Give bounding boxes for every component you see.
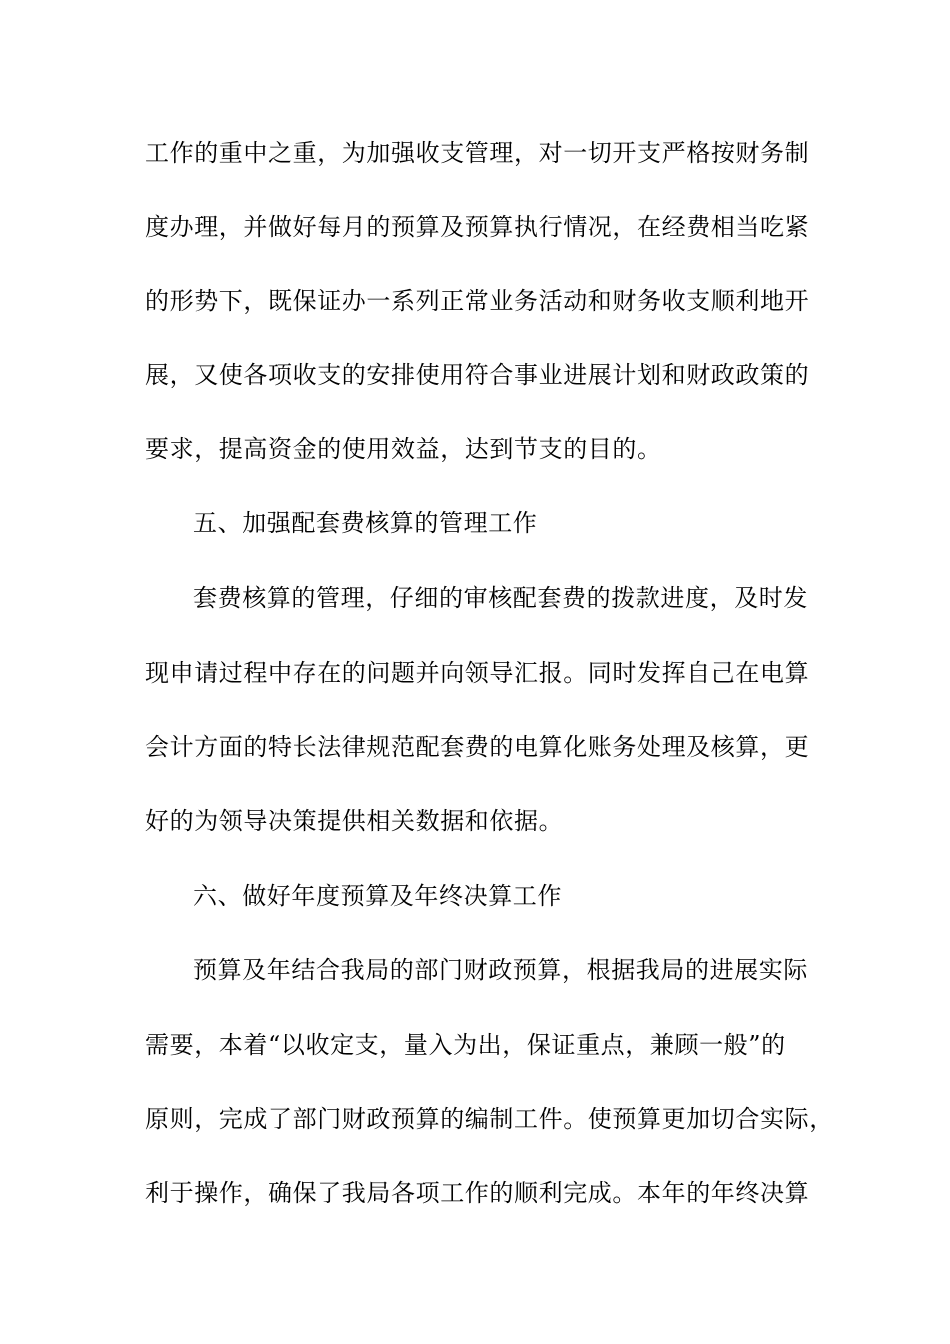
section-heading-6: 六、做好年度预算及年终决算工作 — [193, 882, 562, 910]
paragraph-line: 套费核算的管理，仔细的审核配套费的拨款进度，及时发 — [193, 584, 808, 612]
paragraph-line: 要求，提高资金的使用效益，达到节支的目的。 — [145, 435, 662, 463]
paragraph-line: 展，又使各项收支的安排使用符合事业进展计划和财政政策的 — [145, 361, 810, 389]
section-heading-5: 五、加强配套费核算的管理工作 — [193, 509, 538, 537]
paragraph-line: 预算及年结合我局的部门财政预算，根据我局的进展实际 — [193, 956, 808, 984]
paragraph-line: 原则，完成了部门财政预算的编制工件。使预算更加切合实际， — [145, 1105, 834, 1133]
paragraph-line: 工作的重中之重，为加强收支管理，对一切开支严格按财务制 — [145, 139, 810, 167]
paragraph-line: 度办理，并做好每月的预算及预算执行情况，在经费相当吃紧 — [145, 213, 810, 241]
paragraph-line: 现申请过程中存在的问题并向领导汇报。同时发挥自己在电算 — [145, 659, 810, 687]
paragraph-line: 需要，本着“以收定支，量入为出，保证重点，兼顾一般”的 — [145, 1031, 786, 1059]
paragraph-line: 会计方面的特长法律规范配套费的电算化账务处理及核算，更 — [145, 733, 810, 761]
paragraph-line: 的形势下，既保证办一系列正常业务活动和财务收支顺利地开 — [145, 287, 810, 315]
paragraph-line: 好的为领导决策提供相关数据和依据。 — [145, 807, 564, 835]
paragraph-line: 利于操作，确保了我局各项工作的顺利完成。本年的年终决算 — [145, 1179, 810, 1207]
